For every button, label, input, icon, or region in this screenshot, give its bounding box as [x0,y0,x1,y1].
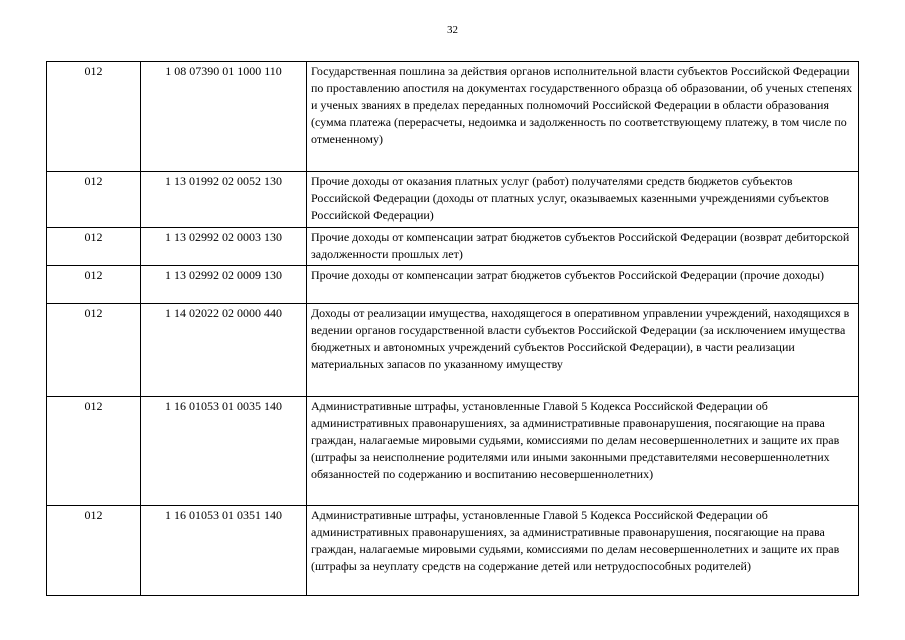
table-row [47,62,859,172]
revenue-name-cell: Прочие доходы от компенсации затрат бюджетов субъектов Российской Федерации (прочие доходы) [307,266,859,304]
budget-code-cell: 1 08 07390 01 1000 110 [141,62,307,172]
budget-code-cell: 1 16 01053 01 0035 140 [141,397,307,506]
admin-code-cell: 012 [47,266,141,304]
admin-code-cell: 012 [47,172,141,228]
admin-code-cell: 012 [47,228,141,266]
revenue-name-cell: Административные штрафы, установленные Главой 5 Кодекса Российской Федерации об административных правонарушениях, за административные правонарушения, посягающие на права граждан, налагаемые мировыми судьями, комиссиями по делам несовершеннолетних и защите их прав (штрафы за неуплату средств на содержание детей или нетрудоспособных родителей) [307,506,859,596]
table-row [47,228,859,266]
budget-classification-table [46,61,859,596]
budget-code-cell: 1 13 01992 02 0052 130 [141,172,307,228]
table-row [47,506,859,596]
table-row [47,397,859,506]
admin-code-cell: 012 [47,304,141,397]
revenue-name-cell: Государственная пошлина за действия органов исполнительной власти субъектов Российской Федерации по проставлению апостиля на документах государственного образца об образовании, об ученых степенях и ученых званиях в пределах переданных полномочий Российской Федерации в области образования (сумма платежа (перерасчеты, недоимка и задолженность по соответствующему платежу, в том числе по отмененному) [307,62,859,172]
revenue-name-cell: Прочие доходы от оказания платных услуг (работ) получателями средств бюджетов субъектов Российской Федерации (доходы от платных услуг, оказываемых казенными учреждениями субъектов Российской Федерации) [307,172,859,228]
admin-code-cell: 012 [47,506,141,596]
budget-code-cell: 1 13 02992 02 0009 130 [141,266,307,304]
budget-code-cell: 1 14 02022 02 0000 440 [141,304,307,397]
revenue-name-cell: Прочие доходы от компенсации затрат бюджетов субъектов Российской Федерации (возврат дебиторской задолженности прошлых лет) [307,228,859,266]
budget-code-cell: 1 13 02992 02 0003 130 [141,228,307,266]
table-row [47,266,859,304]
budget-code-cell: 1 16 01053 01 0351 140 [141,506,307,596]
table-row [47,172,859,228]
page-number: 32 [447,24,458,36]
revenue-name-cell: Административные штрафы, установленные Главой 5 Кодекса Российской Федерации об административных правонарушениях, за административные правонарушения, посягающие на права граждан, налагаемые мировыми судьями, комиссиями по делам несовершеннолетних и защите их прав (штрафы за неисполнение родителями или иными законными представителями несовершеннолетних обязанностей по содержанию и воспитанию несовершеннолетних) [307,397,859,506]
table-row [47,304,859,397]
admin-code-cell: 012 [47,397,141,506]
revenue-name-cell: Доходы от реализации имущества, находящегося в оперативном управлении учреждений, находящихся в ведении органов государственной власти субъектов Российской Федерации (за исключением имущества бюджетных и автономных учреждений субъектов Российской Федерации), в части реализации материальных запасов по указанному имуществу [307,304,859,397]
admin-code-cell: 012 [47,62,141,172]
